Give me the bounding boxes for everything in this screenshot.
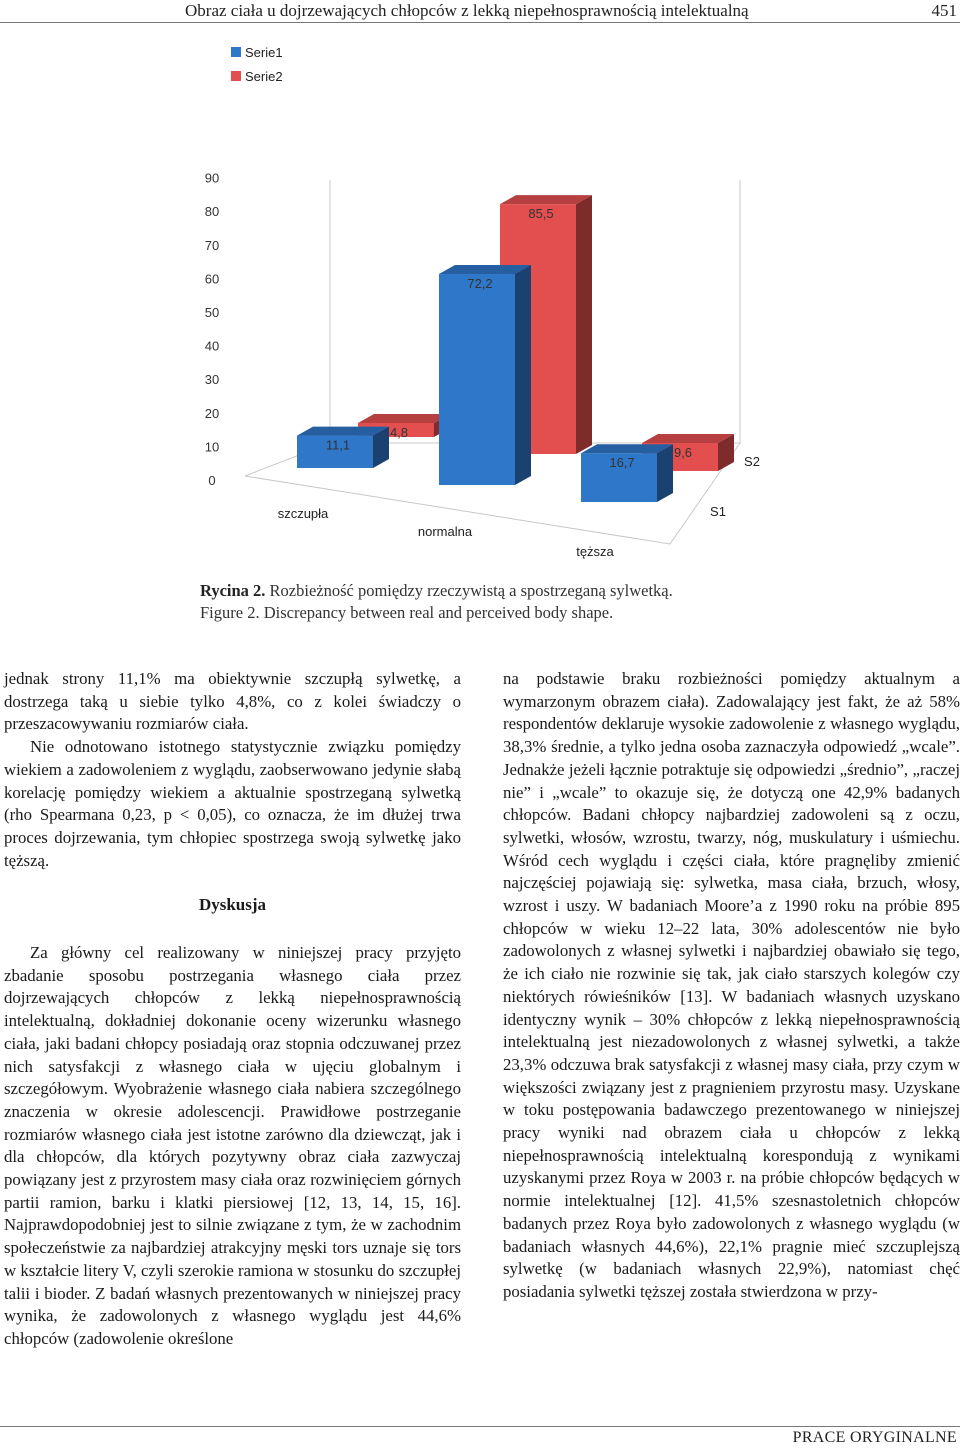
y-axis-ticks	[205, 171, 219, 488]
paragraph: na podstawie braku rozbieżności pomiędzy aktualnym a wymarzonym obrazem ciała). Zadowalający jest fakt, że aż 58% respondentów deklaruje wysokie zadowolenie z własnego wyglądu, 38,3% średnie, a tylko jedna osoba zaznaczyła odpowiedź „wcale”. Jednakże jeżeli łącznie potraktuje się odpowiedzi „średnio”, „raczej nie” i „wcale” to okazuje się, że dotyczą one 42,9% badanych chłopców. Badani chłopcy najbardziej zadowoleni są z oczu, sylwetki, włosów, wzrostu, twarzy, nóg, muskulatury i uśmiechu. Wśród cech wyglądu i części ciała, które pragnęliby zmienić najczęściej pojawiają się: sylwetka, masa ciała, brzuch, włosy, wzrost i uszy. W badaniach Moore’a z 1990 roku na próbie 895 chłopców w wieku 12–22 lata, 30% adolescentów nie było zadowolonych z własnej sylwetki i najbardziej obawiało się tego, że ich ciało nie rozwinie się tak, jak ciało starszych kolegów czy niektórych rówieśników [13]. W badaniach własnych uzyskano identyczny wynik – 30% chłopców z lekką niepełnosprawnością intelektualną jest niezadowolonych z własnej sylwetki, a także 23,3% odczuwa brak satysfakcji z własnej masy ciała, przy czym w większości związany jest z pragnieniem przyrostu masy. Uzyskane w toku postępowania badawczego prezentowanego w niniejszej pracy wyniki nad obrazem ciała u chłopców z lekką niepełnosprawnością intelektualną korespondują z wynikami uzyskanymi przez Roya w 2003 r. na próbie chłopców będących w normie intelektualnej [12]. 41,5% szesnastoletnich chłopców badanych przez Roya było zadowolonych z własnego wyglądu (w badaniach własnych 44,6%), 22,1% pragnie mieć szczuplejszą sylwetkę (w badaniach własnych 22,9%), natomiast chęć posiadania sylwetki tęższej została stwierdzona w przy-	[503, 669, 960, 1301]
left-column	[4, 668, 461, 1351]
y-tick-label: 30	[204, 372, 220, 388]
legend-label: Serie2	[245, 69, 283, 84]
depth-axis-label: S1	[710, 504, 726, 519]
category-label: tęższa	[576, 544, 614, 559]
page-number: 451	[931, 1, 957, 20]
bar-top-face	[439, 265, 531, 274]
data-label: 4,8	[389, 424, 409, 440]
y-tick-label: 60	[204, 271, 220, 287]
chart-legend	[231, 45, 283, 84]
figure-caption	[200, 580, 673, 624]
paragraph: jednak strony 11,1% ma obiektywnie szczupłą sylwetkę, a dostrzega taką u siebie tylko 4,8%, co z kolei świadczy o przeszacowywaniu rozmiarów ciała.	[4, 669, 461, 734]
data-label: 16,7	[609, 455, 635, 471]
legend-label: Serie1	[245, 45, 283, 60]
bar-top-face	[500, 195, 592, 204]
bar-chart-3d	[0, 30, 960, 575]
bar-serie1-1	[439, 265, 531, 485]
bar-side-face	[657, 444, 673, 502]
caption-english: Figure 2. Discrepancy between real and perceived body shape.	[200, 603, 614, 622]
y-tick-label: 50	[204, 305, 220, 320]
y-tick-label: 0	[208, 473, 216, 488]
bar-top-face	[642, 434, 734, 443]
legend-swatch	[231, 71, 241, 81]
bar-serie1-2	[581, 444, 673, 502]
y-tick-label: 70	[204, 237, 220, 253]
bar-top-face	[297, 427, 389, 436]
bar-front-face	[439, 274, 515, 485]
category-label: normalna	[417, 524, 473, 539]
header-rule	[0, 22, 960, 23]
running-header-title: Obraz ciała u dojrzewających chłopców z lekką niepełnosprawnością intelektualną	[185, 1, 749, 20]
caption-label: Rycina 2.	[200, 581, 266, 600]
paragraph: Za główny cel realizowany w niniejszej pracy przyjęto zbadanie sposobu postrzegania własnego ciała przez dojrzewających chłopców z lekką niepełnosprawnością intelektualną, dokładniej dokonanie oceny wizerunku własnego ciała, jaki badani chłopcy posiadają oraz stopnia odczuwanej przez nich satysfakcji z własnego ciała w ujęciu globalnym i szczegółowym. Wyobrażenie własnego ciała nabiera szczególnego znaczenia w okresie adolescencji. Prawidłowe postrzeganie rozmiarów własnego ciała jest istotne zarówno dla dziewcząt, jak i dla chłopców, dla których pozytywny obraz ciała zazwyczaj powiązany jest z przyrostem masy ciała oraz rozwinięciem górnych partii ramion, barku i klatki piersiowej [12, 13, 14, 15, 16]. Najprawdopodobniej jest to silnie związane z tym, że w zachodnim społeczeństwie za najbardziej atrakcyjny męski tors uznaje się tors w kształcie litery V, czyli szerokie ramiona w stosunku do szczupłej talii i bioder. Z badań własnych prezentowanych w niniejszej pracy wynika, że zadowolonych z własnego wyglądu jest 44,6% chłopców (zadowolenie określone	[4, 943, 461, 1348]
y-tick-label: 80	[204, 204, 220, 220]
section-heading: Dyskusja	[198, 895, 267, 915]
bar-side-face	[515, 265, 531, 485]
y-tick-label: 40	[204, 338, 220, 354]
bar-top-face	[358, 414, 450, 423]
paragraph: Nie odnotowano istotnego statystycznie związku pomiędzy wiekiem a zadowoleniem z wyglądu, zaobserwowano jedynie słabą korelację pomiędzy wiekiem a aktualnie spostrzeganą sylwetką (rho Spearmana 0,23, p < 0,05), co oznacza, że im dłużej trwa proces dojrzewania, tym chłopiec spostrzega swoją sylwetkę jako tęższą.	[4, 737, 461, 870]
data-label: 9,6	[673, 444, 693, 460]
chart-bars	[297, 195, 734, 502]
bar-top-face	[581, 444, 673, 453]
y-tick-label: 20	[204, 405, 220, 421]
legend-swatch	[231, 47, 241, 57]
caption-polish	[200, 580, 673, 602]
y-tick-label: 90	[204, 170, 220, 186]
depth-axis-label: S2	[744, 454, 760, 469]
right-column	[503, 668, 960, 1304]
category-label: szczupła	[277, 506, 329, 521]
y-tick-label: 10	[204, 439, 220, 455]
data-label: 72,2	[467, 276, 493, 292]
footer-section-label: PRACE ORYGINALNE	[792, 1429, 957, 1446]
caption-polish-text: Rozbieżność pomiędzy rzeczywistą a spostrzeganą sylwetką.	[269, 581, 673, 600]
footer-rule	[0, 1426, 960, 1427]
data-label: 11,1	[325, 437, 351, 453]
bar-side-face	[576, 195, 592, 454]
data-label: 85,5	[528, 206, 554, 222]
